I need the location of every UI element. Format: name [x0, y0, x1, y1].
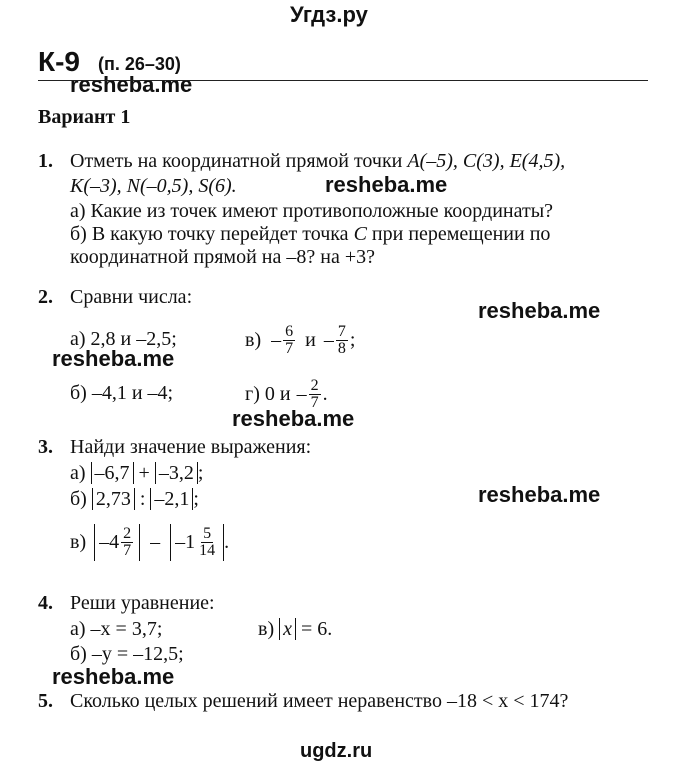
- task-number: 1.: [38, 150, 53, 172]
- task2-a: а) 2,8 и –2,5;: [70, 328, 177, 350]
- task4-a: а) –x = 3,7;: [70, 618, 163, 640]
- task-number: 5.: [38, 690, 53, 712]
- watermark: resheba.me: [52, 664, 175, 689]
- task1-points: A(–5), C(3), E(4,5),: [407, 150, 566, 172]
- task3-title: Найди значение выражения:: [70, 436, 312, 458]
- task1-text: Отметь на координатной прямой точки: [70, 150, 403, 172]
- task2-b: б) –4,1 и –4;: [70, 382, 174, 404]
- site-header: Угдз.ру: [290, 2, 368, 27]
- task1-a: а) Какие из точек имеют противоположные координаты?: [70, 200, 554, 222]
- task-number: 4.: [38, 592, 53, 614]
- fraction-den: 7: [123, 541, 132, 559]
- task1-b-end: при перемещении по: [371, 223, 551, 245]
- task3-a: а) –6,7 + –3,2 ;: [70, 462, 204, 484]
- task4-v: [258, 618, 332, 641]
- watermark: resheba.me: [325, 172, 448, 197]
- site-footer: ugdz.ru: [300, 740, 373, 762]
- task3-v-label: в): [70, 530, 87, 553]
- fraction-den: 7: [310, 393, 319, 411]
- operator: –: [150, 530, 161, 553]
- fraction: [197, 526, 217, 559]
- test-code: К-9: [38, 46, 80, 77]
- task3-b: б) 2,73 : –2,1 ;: [70, 488, 199, 510]
- watermark: resheba.me: [232, 406, 355, 431]
- task4-v-label: в): [258, 618, 275, 640]
- fraction-num: 5: [203, 524, 212, 542]
- watermark: resheba.me: [52, 346, 175, 371]
- task2-v-mid: и: [305, 328, 316, 351]
- fraction-den: 7: [285, 339, 294, 357]
- abs-value: –3,2: [155, 462, 198, 484]
- task1-line1: [70, 150, 565, 173]
- fraction-num: 7: [337, 322, 346, 340]
- abs-value: 2,73: [92, 488, 135, 510]
- task2-g-label: г) 0 и: [245, 382, 291, 405]
- header-rule: [38, 80, 648, 81]
- task3-v: в) –4 $\frac{2}{7}$ – –1 $\frac{5}{14}$ .: [70, 524, 230, 559]
- abs-value: –1 $\frac{5}{14}$: [170, 524, 224, 561]
- task1-b-line1: [70, 223, 550, 246]
- fraction-den: 8: [337, 339, 346, 357]
- variant-title: Вариант 1: [38, 106, 131, 128]
- fraction: [283, 324, 295, 357]
- task-number: 3.: [38, 436, 53, 458]
- abs-value: –4 $\frac{2}{7}$: [94, 524, 140, 561]
- fraction-num: 2: [123, 524, 132, 542]
- task4-title: Реши уравнение:: [70, 592, 215, 614]
- task5-text: Сколько целых решений имеет неравенство –18 < x < 174?: [70, 690, 569, 712]
- operator: :: [139, 488, 146, 510]
- task-number: 2.: [38, 286, 53, 308]
- task1-b-line2: координатной прямой на –8? на +3?: [70, 246, 375, 268]
- operator: +: [138, 462, 150, 484]
- watermark: resheba.me: [478, 482, 601, 507]
- abs-value: x: [279, 618, 296, 640]
- task3-b-label: б): [70, 488, 87, 510]
- task2-v: в) – $\frac{6}{7}$ и – $\frac{7}{8}$ ;: [245, 322, 356, 357]
- task2-g: г) 0 и – $\frac{2}{7}$ .: [245, 376, 328, 411]
- fraction-den: 14: [199, 541, 216, 559]
- task2-v-label: в): [245, 328, 262, 351]
- task1-b-text: б) В какую точку перейдет точка: [70, 223, 349, 245]
- task2-title: Сравни числа:: [70, 286, 193, 308]
- task4-v-rest: = 6.: [301, 618, 333, 640]
- watermark: resheba.me: [70, 72, 193, 97]
- fraction: [336, 324, 348, 357]
- watermark: resheba.me: [478, 298, 601, 323]
- task1-line2: K(–3), N(–0,5), S(6).: [70, 175, 237, 197]
- fraction: [121, 526, 133, 559]
- fraction-num: 6: [285, 322, 294, 340]
- task1-b-point: C: [353, 223, 367, 245]
- abs-value: –2,1: [150, 488, 193, 510]
- test-range: (п. 26–30): [98, 54, 181, 74]
- fraction-num: 2: [310, 376, 319, 394]
- task3-a-label: а): [70, 462, 86, 484]
- task4-b: б) –y = –12,5;: [70, 643, 184, 665]
- abs-value: –6,7: [91, 462, 134, 484]
